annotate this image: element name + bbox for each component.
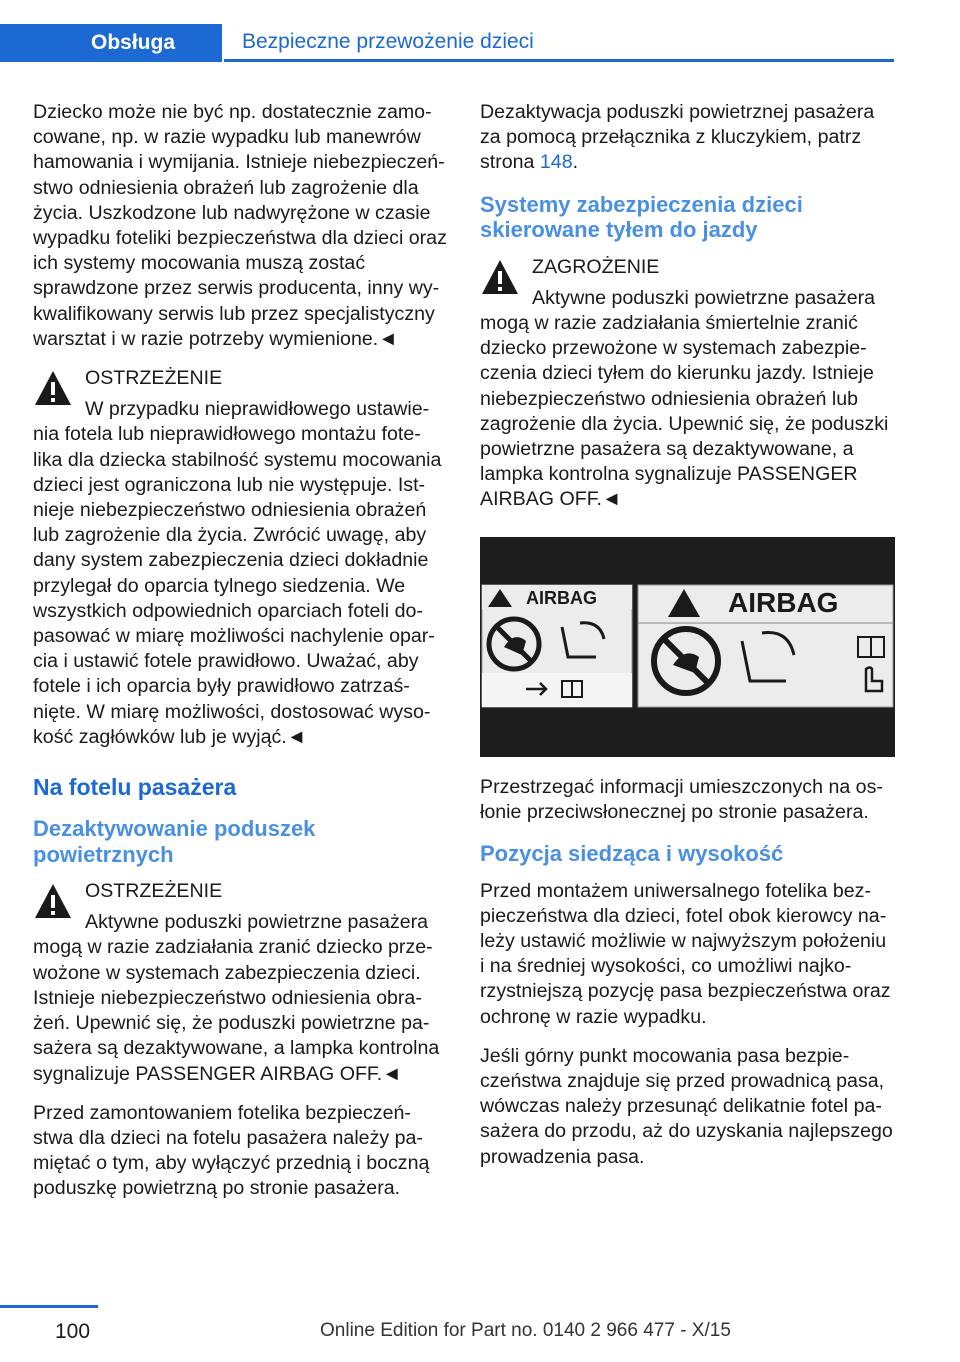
warning-triangle-icon	[480, 257, 520, 297]
danger-title: ZAGROŻENIE	[532, 255, 660, 278]
edition-note: Online Edition for Part no. 0140 2 966 477 - X/15	[320, 1320, 731, 1341]
subsection-heading: Systemy zabezpieczenia dzieci skierowane tyłem do jazdy	[480, 191, 803, 243]
warning-triangle-icon	[33, 881, 73, 921]
page-header	[0, 24, 894, 62]
paragraph: Przed zamontowaniem fotelika bezpieczeń-stwa dla dzieci na fotelu pasażera należy pa-miętać o tym, aby wyłączyć przednią i boczną poduszkę powietrzną po stronie pasażera.	[33, 1101, 430, 1200]
danger-box	[480, 255, 895, 513]
subsection-heading: Pozycja siedząca i wysokość	[480, 841, 784, 867]
paragraph-text: .	[572, 151, 579, 174]
paragraph: Jeśli górny punkt mocowania pasa bezpie-czeństwa znajduje się przed prowadnicą pasa, wówczas należy przesunąć delikatnie fotel pa-sażera do przodu, aż do uzyskania najlepszego prowadzenia pasa.	[480, 1044, 893, 1168]
airbag-label-text: AIRBAG	[526, 587, 597, 608]
section-heading: Na fotelu pasażera	[33, 774, 237, 801]
subsection-heading: Dezaktywowanie poduszek powietrznych	[33, 816, 316, 867]
chapter-title: Bezpieczne przewożenie dzieci	[224, 24, 894, 62]
airbag-label-text: AIRBAG	[728, 586, 839, 618]
paragraph: Przestrzegać informacji umieszczonych na os-łonie przeciwsłonecznej po stronie pasażera.	[480, 775, 883, 823]
warning-text: Aktywne poduszki powietrzne pasażera mogą w razie zadziałania zranić dziecko prze-wożone w systemach zabezpieczenia dzieci. Istnieje niebezpieczeństwo odniesienia obra-żeń. Upewnić się, że poduszki powietrzne pa-sażera są dezaktywowane, a lampka kontrolna sygnalizuje PASSENGER AIRBAG OFF.◄	[33, 911, 440, 1085]
paragraph: Dziecko może nie być np. dostatecznie zamo-cowane, np. w razie wypadku lub manewrów hamowania i wymijania. Istnieje niebezpieczeń-stwo odniesienia obrażeń lub zagrożenie dla życia. Uszkodzone lub nadwyrężone w czasie wypadku foteliki bezpieczeństwa dla dzieci oraz ich systemy mocowania muszą zostać sprawdzone przez serwis producenta, inny wy-kwalifikowany serwis lub przez specjalistyczny warsztat i w razie potrzeby wymienione.◄	[33, 101, 447, 350]
paragraph: Przed montażem uniwersalnego fotelika bez-pieczeństwa dla dzieci, fotel obok kierowcy na-leży ustawić możliwie w najwyższym położeniu i na średniej wysokości, co umożliwi najko-rzystniejszą pozycję pasa bezpieczeństwa oraz ochronę w razie wypadku.	[480, 879, 891, 1028]
warning-title: OSTRZEŻENIE	[85, 367, 223, 390]
right-column	[480, 100, 895, 1184]
airbag-label-illustration	[480, 537, 895, 757]
page-number: 100	[55, 1320, 91, 1343]
paragraph	[480, 100, 895, 176]
footer-accent-line	[0, 1305, 98, 1308]
danger-text: Aktywne poduszki powietrzne pasażera mogą w razie zadziałania śmiertelnie zranić dziecko przewożone w systemach zabezpie-czenia dzieci tyłem do kierunku jazdy. Istnieje niebezpieczeństwo odniesienia obrażeń lub zagrożenie dla życia. Upewnić się, że poduszki powietrzne pasażera są dezaktywowane, a lampka kontrolna sygnalizuje PASSENGER AIRBAG OFF.◄	[480, 286, 889, 511]
warning-triangle-icon	[33, 368, 73, 408]
warning-box	[33, 879, 448, 1087]
section-tab: Obsługa	[0, 24, 222, 62]
paragraph-text: Dezaktywacja poduszki powietrznej pasażera za pomocą przełącznika z kluczykiem, patrz strona	[480, 101, 875, 174]
page-link[interactable]: 148	[539, 151, 573, 174]
warning-text: W przypadku nieprawidłowego ustawie-nia fotela lub nieprawidłowego montażu fote-lika dla dziecka stabilność systemu mocowania dzieci jest ograniczona lub nie występuje. Ist-nieje niebezpieczeństwo odniesienia obrażeń lub zagrożenie dla życia. Zwrócić uwagę, aby dany system zabezpieczenia dzieci dokładnie przylegał do oparcia tylnego siedzenia. We wszystkich odpowiednich oparciach foteli do-pasować w miarę możliwości nachylenie opar-cia i ustawić fotele prawidłowo. Uważać, aby fotele i ich oparcia były prawidłowo zatrzaś-nięte. W miarę możliwości, dostosować wyso-kość zagłówków lub je wyjąć.◄	[33, 398, 442, 748]
warning-title: OSTRZEŻENIE	[85, 880, 223, 903]
warning-box	[33, 366, 448, 750]
airbag-label-image	[480, 537, 895, 757]
left-column	[33, 100, 448, 1216]
